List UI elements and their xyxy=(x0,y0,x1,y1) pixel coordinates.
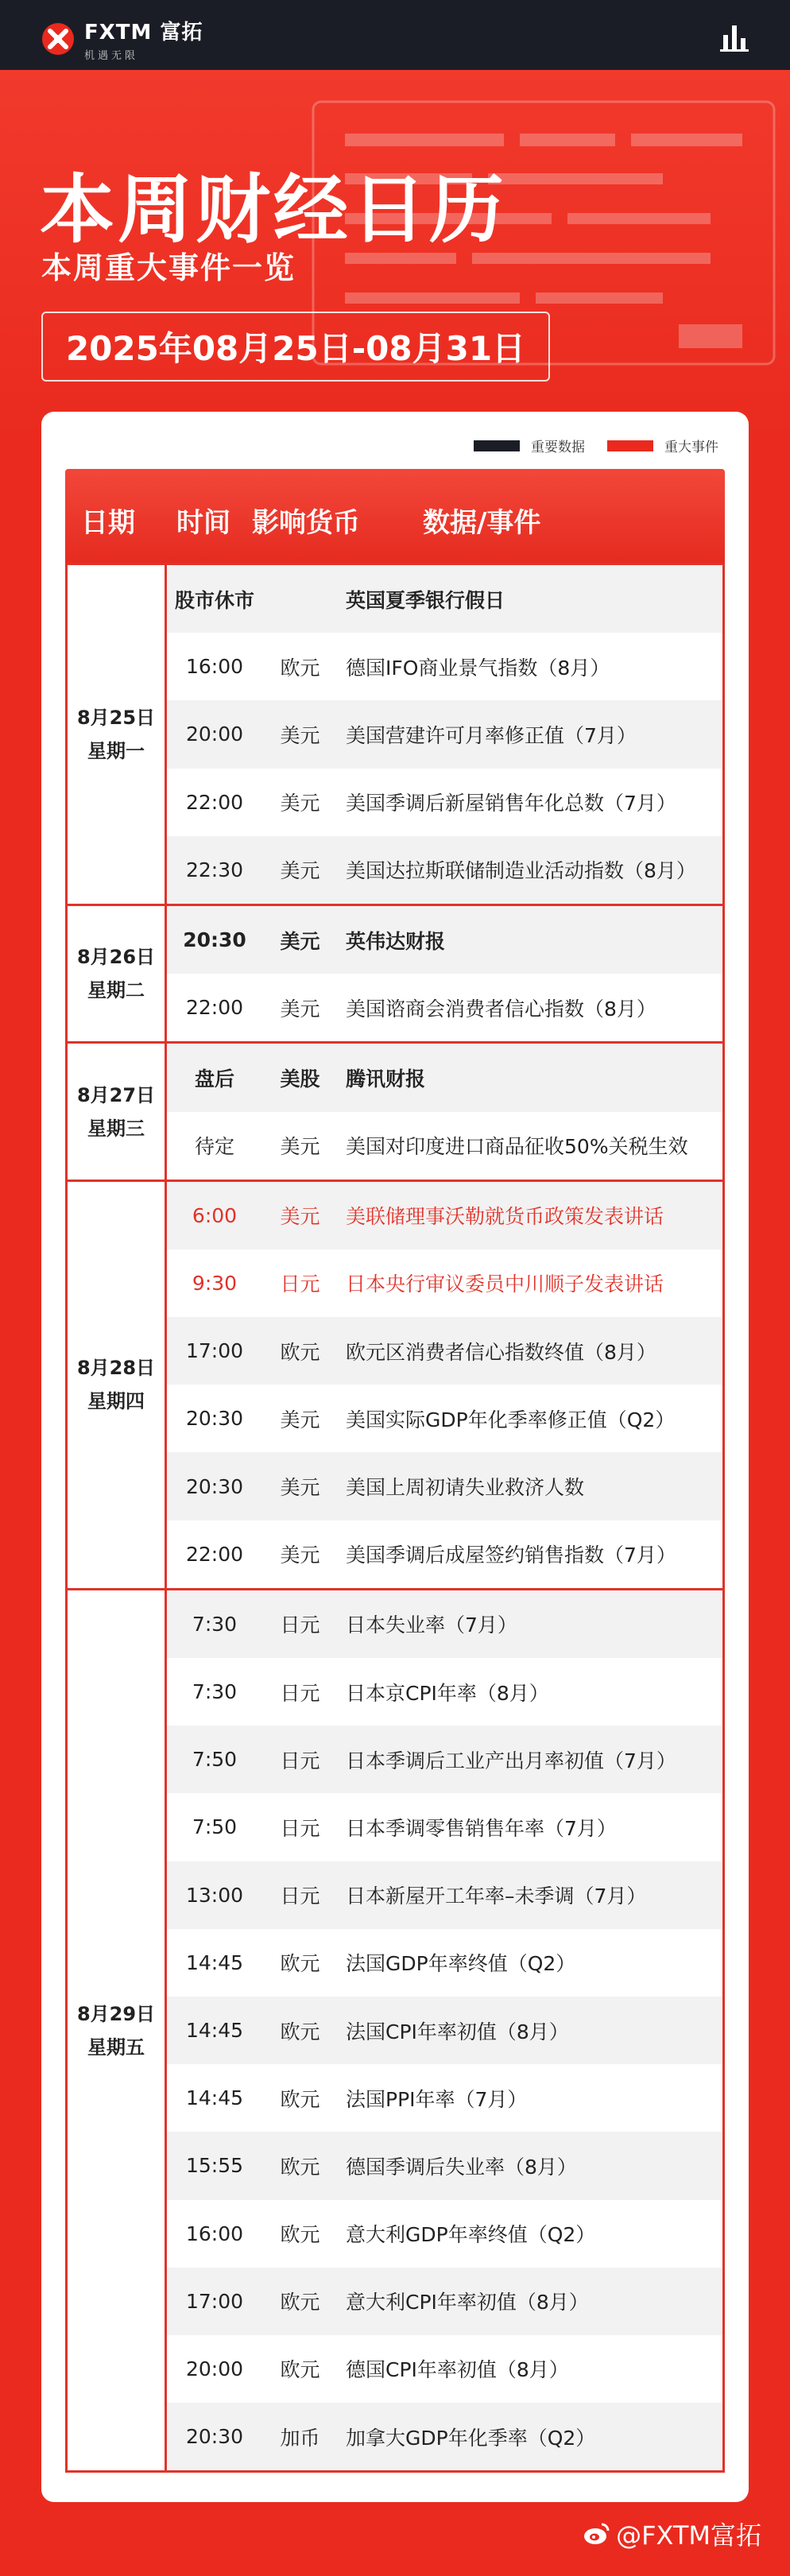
event-currency: 美元 xyxy=(280,1476,320,1500)
day-label xyxy=(68,1182,167,1588)
event-row xyxy=(167,565,722,633)
event-time: 20:30 xyxy=(185,2425,244,2449)
event-time: 20:00 xyxy=(185,2357,244,2380)
event-time: 15:55 xyxy=(185,2154,244,2178)
day-group xyxy=(65,1044,725,1181)
event-row xyxy=(167,2132,722,2199)
legend-swatch xyxy=(607,440,653,451)
event-currency: 欧元 xyxy=(280,1952,320,1976)
event-name: 欧元区消费者信心指数终值（8月） xyxy=(346,1340,656,1364)
event-name: 德国IFO商业景气指数（8月） xyxy=(346,656,610,680)
date-range: 2025年08月25日-08月31日 xyxy=(41,312,550,382)
day-date: 8月25日 xyxy=(76,706,156,729)
watermark-text: @FXTM富拓 xyxy=(616,2520,761,2551)
event-row xyxy=(167,1658,722,1726)
event-name: 美国营建许可月率修正值（7月） xyxy=(346,723,637,747)
event-name: 德国CPI年率初值（8月） xyxy=(346,2358,569,2382)
event-row xyxy=(167,1861,722,1929)
event-name: 日本央行审议委员中川顺子发表讲话 xyxy=(346,1273,664,1296)
event-row xyxy=(167,2064,722,2132)
calendar-card xyxy=(41,412,749,2502)
day-group xyxy=(65,1590,725,2473)
event-name: 美国谘商会消费者信心指数（8月） xyxy=(346,997,656,1021)
event-name: 美联储理事沃勒就货币政策发表讲话 xyxy=(346,1205,664,1229)
event-time: 22:00 xyxy=(185,790,244,814)
event-row xyxy=(167,2403,722,2470)
chart-bars-icon xyxy=(718,21,750,52)
event-time: 14:45 xyxy=(185,2019,244,2043)
event-currency: 美元 xyxy=(280,1544,320,1567)
day-weekday: 星期三 xyxy=(87,1117,145,1140)
event-time: 17:00 xyxy=(185,1339,244,1363)
event-time: 16:00 xyxy=(185,2222,244,2245)
day-group xyxy=(65,563,725,906)
legend-swatch xyxy=(474,440,520,451)
day-weekday: 星期四 xyxy=(87,1390,145,1413)
event-row xyxy=(167,700,722,768)
event-row xyxy=(167,1520,722,1588)
event-row xyxy=(167,974,722,1041)
event-name: 美国对印度进口商品征收50%关税生效 xyxy=(346,1135,688,1159)
event-currency: 日元 xyxy=(280,1681,320,1705)
event-row xyxy=(167,1112,722,1180)
legend-item-major-event xyxy=(607,436,718,455)
event-name: 美国上周初请失业救济人数 xyxy=(346,1476,585,1500)
event-time: 9:30 xyxy=(192,1271,238,1295)
event-currency: 美元 xyxy=(280,929,320,953)
header-date: 日期 xyxy=(81,507,135,539)
event-name: 日本季调零售销售年率（7月） xyxy=(346,1816,617,1840)
day-weekday: 星期一 xyxy=(87,739,145,762)
weibo-icon xyxy=(583,2520,611,2548)
legend-label: 重大事件 xyxy=(664,440,718,455)
brand-tagline: 机遇无限 xyxy=(84,50,139,62)
event-name: 英国夏季银行假日 xyxy=(346,588,505,612)
event-row xyxy=(167,1726,722,1793)
event-currency: 欧元 xyxy=(280,1340,320,1364)
day-group xyxy=(65,1182,725,1590)
watermark xyxy=(583,2516,761,2552)
event-currency: 美元 xyxy=(280,1135,320,1159)
event-row xyxy=(167,2268,722,2335)
event-row xyxy=(167,633,722,700)
day-date: 8月28日 xyxy=(76,1357,156,1380)
event-name: 法国PPI年率（7月） xyxy=(346,2087,528,2111)
event-time: 14:45 xyxy=(185,1950,244,1974)
event-time: 20:30 xyxy=(185,1474,244,1498)
day-label xyxy=(68,1590,167,2470)
event-currency: 日元 xyxy=(280,1613,320,1637)
event-name: 美国季调后成屋签约销售指数（7月） xyxy=(346,1544,676,1567)
event-name: 英伟达财报 xyxy=(346,929,446,953)
brand-name: FXTM 富拓 xyxy=(84,21,203,45)
event-row xyxy=(167,2335,722,2403)
event-name: 日本京CPI年率（8月） xyxy=(346,1681,549,1705)
event-currency: 美元 xyxy=(280,792,320,815)
day-date: 8月29日 xyxy=(76,2002,156,2025)
calendar-table xyxy=(65,563,725,2473)
event-row xyxy=(167,2200,722,2268)
event-name: 美国实际GDP年化季率修正值（Q2） xyxy=(346,1408,676,1431)
day-date: 8月27日 xyxy=(76,1083,156,1106)
event-currency: 欧元 xyxy=(280,2020,320,2043)
event-time: 盘后 xyxy=(194,1067,234,1090)
event-time: 14:45 xyxy=(185,2086,244,2110)
event-time: 20:00 xyxy=(185,722,244,746)
event-time: 7:50 xyxy=(192,1748,238,1772)
event-name: 法国GDP年率终值（Q2） xyxy=(346,1952,576,1976)
event-currency: 日元 xyxy=(280,1749,320,1772)
legend xyxy=(451,436,718,455)
event-name: 德国季调后失业率（8月） xyxy=(346,2155,577,2179)
event-row xyxy=(167,836,722,904)
day-weekday: 星期二 xyxy=(87,979,145,1002)
event-currency: 美元 xyxy=(280,723,320,747)
event-currency: 欧元 xyxy=(280,656,320,680)
page-title: 本周财经日历 xyxy=(40,167,508,254)
event-row xyxy=(167,1317,722,1385)
day-date: 8月26日 xyxy=(76,946,156,969)
brand-logo xyxy=(41,16,203,62)
event-currency: 欧元 xyxy=(280,2358,320,2382)
event-time: 22:00 xyxy=(185,996,244,1020)
event-name: 加拿大GDP年化季率（Q2） xyxy=(346,2426,596,2450)
event-currency: 日元 xyxy=(280,1273,320,1296)
event-currency: 日元 xyxy=(280,1816,320,1840)
event-name: 日本季调后工业产出月率初值（7月） xyxy=(346,1749,676,1772)
event-currency: 日元 xyxy=(280,1885,320,1908)
hero-banner xyxy=(0,70,790,428)
event-currency: 美元 xyxy=(280,997,320,1021)
event-time: 6:00 xyxy=(192,1203,238,1227)
event-time: 7:50 xyxy=(192,1815,238,1839)
event-name: 美国季调后新屋销售年化总数（7月） xyxy=(346,792,676,815)
event-name: 法国CPI年率初值（8月） xyxy=(346,2020,569,2043)
fxtm-x-logo-icon xyxy=(41,22,75,56)
event-time: 20:30 xyxy=(183,928,246,952)
event-time: 7:30 xyxy=(192,1680,238,1704)
event-name: 日本新屋开工年率–未季调（7月） xyxy=(346,1885,647,1908)
event-time: 22:00 xyxy=(185,1542,244,1566)
event-currency: 欧元 xyxy=(280,2291,320,2315)
event-name: 意大利CPI年率初值（8月） xyxy=(346,2291,589,2315)
event-currency: 欧元 xyxy=(280,2155,320,2179)
event-time: 17:00 xyxy=(185,2289,244,2313)
day-weekday: 星期五 xyxy=(87,2036,145,2059)
event-time: 7:30 xyxy=(192,1612,238,1636)
event-row xyxy=(167,1249,722,1317)
event-currency: 欧元 xyxy=(280,2223,320,2247)
day-label xyxy=(68,565,167,904)
event-row xyxy=(167,1793,722,1861)
event-name: 腾讯财报 xyxy=(346,1067,426,1090)
event-currency: 美元 xyxy=(280,1408,320,1431)
event-time: 22:30 xyxy=(185,858,244,881)
event-name: 日本失业率（7月） xyxy=(346,1613,517,1637)
event-currency: 美元 xyxy=(280,1205,320,1229)
day-group xyxy=(65,906,725,1044)
event-time: 股市休市 xyxy=(174,588,254,612)
top-bar xyxy=(0,0,790,70)
event-row xyxy=(167,1044,722,1111)
event-row xyxy=(167,1452,722,1520)
event-name: 意大利GDP年率终值（Q2） xyxy=(346,2223,596,2247)
event-currency: 加币 xyxy=(280,2426,320,2450)
event-time: 16:00 xyxy=(185,655,244,679)
event-time: 20:30 xyxy=(185,1407,244,1431)
event-row xyxy=(167,1182,722,1249)
table-header xyxy=(65,469,725,563)
event-currency: 美元 xyxy=(280,859,320,883)
header-event: 数据/事件 xyxy=(423,507,541,539)
event-name: 美国达拉斯联储制造业活动指数（8月） xyxy=(346,859,696,883)
event-currency: 美股 xyxy=(280,1067,320,1090)
page-subtitle: 本周重大事件一览 xyxy=(41,250,296,285)
event-row xyxy=(167,1590,722,1658)
event-row xyxy=(167,1385,722,1452)
event-currency: 欧元 xyxy=(280,2087,320,2111)
header-time: 时间 xyxy=(176,507,230,539)
header-currency: 影响货币 xyxy=(252,507,360,539)
event-time: 待定 xyxy=(194,1135,234,1159)
legend-label: 重要数据 xyxy=(531,440,585,455)
day-label xyxy=(68,1044,167,1179)
legend-item-important-data xyxy=(474,436,585,455)
event-row xyxy=(167,1997,722,2064)
event-row xyxy=(167,906,722,974)
event-time: 13:00 xyxy=(185,1883,244,1907)
day-label xyxy=(68,906,167,1041)
event-row xyxy=(167,769,722,836)
event-row xyxy=(167,1929,722,1997)
